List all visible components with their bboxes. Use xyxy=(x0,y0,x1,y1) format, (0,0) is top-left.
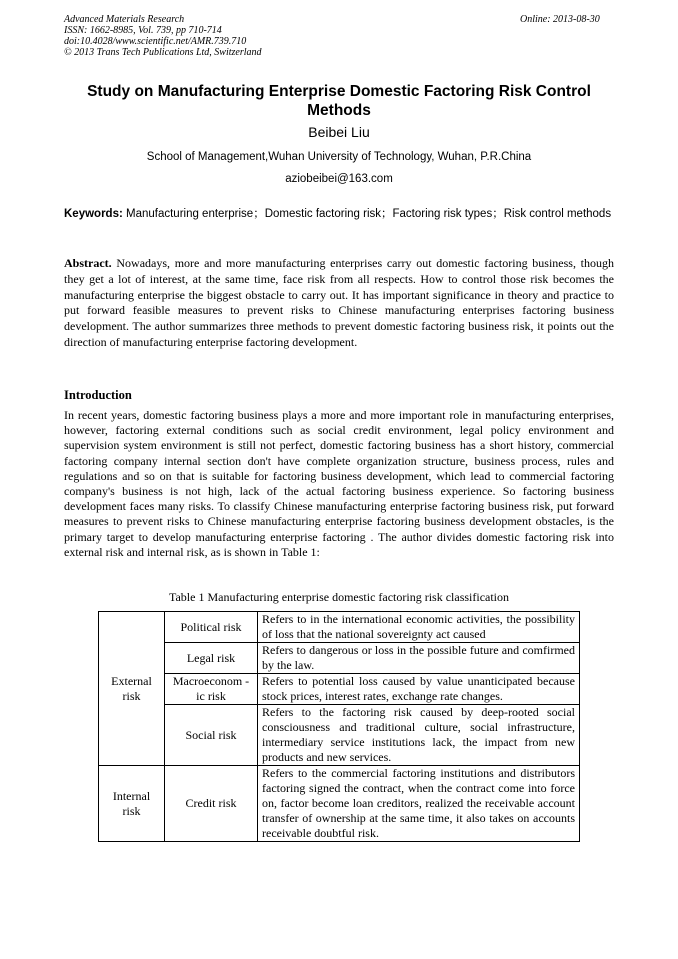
risk-description-cell: Refers to in the international economic activities, the possibility of loss that the national sovereignty act caused xyxy=(258,612,580,643)
affiliation: School of Management,Wuhan University of Technology, Wuhan, P.R.China xyxy=(146,151,532,163)
keywords-label: Keywords: xyxy=(64,208,123,220)
introduction-paragraph: In recent years, domestic factoring business plays a more and more important role in manufacturing enterprises, however, factoring external conditions such as social credit environment, legal policy environment and supervision system environment is still not perfect, domestic factoring business has a short history, commercial factoring company internal section don't have complete organization structure, business process, rules and regulations and so on that is suitable for factoring business development, which lead to commercial factoring company's business is not high, lack of the actual factoring business experience. So factoring business development faces many risks. To classify Chinese manufacturing enterprise factoring business risk, put forward measures to prevent risks to Chinese manufacturing enterprise factoring business development obstacles, is the primary target to develop manufacturing enterprise factoring . The author divides domestic factoring risk into external risk and internal risk, as is shown in Table 1: xyxy=(64,408,614,559)
online-date: Online: 2013-08-30 xyxy=(520,14,600,25)
risk-description-cell: Refers to potential loss caused by value unanticipated because stock prices, interest rates, exchange rate changes. xyxy=(258,674,580,705)
journal-name: Advanced Materials Research xyxy=(64,14,185,25)
author-email[interactable]: aziobeibei@163.com xyxy=(285,173,393,185)
table-row xyxy=(99,674,580,705)
introduction-heading: Introduction xyxy=(64,388,132,402)
issn-line: ISSN: 1662-8985, Vol. 739, pp 710-714 xyxy=(64,25,222,36)
risk-description-cell: Refers to the factoring risk caused by deep-rooted social consciousness and traditional culture, social infrastructure, intermediary service institutions lack, the impact from new products and new services. xyxy=(258,705,580,766)
risk-type-cell: Political risk xyxy=(165,612,258,643)
journal-header xyxy=(64,14,262,58)
risk-description-cell: Refers to the commercial factoring institutions and distributors factoring signed the contract, when the contract come into force on, factor become loan creditors, realized the receivable account transfer of ownership at the same time, it also takes on accounts receivable doubtful risk. xyxy=(258,766,580,842)
risk-type-cell: Legal risk xyxy=(165,643,258,674)
doi-line[interactable]: doi:10.4028/www.scientific.net/AMR.739.710 xyxy=(64,36,247,47)
risk-classification-table xyxy=(98,611,580,842)
risk-type-cell: Social risk xyxy=(165,705,258,766)
table-caption: Table 1 Manufacturing enterprise domestic factoring risk classification xyxy=(168,590,510,604)
risk-description-cell: Refers to dangerous or loss in the possible future and comfirmed by the law. xyxy=(258,643,580,674)
risk-type-cell: Credit risk xyxy=(165,766,258,842)
keywords-text: Manufacturing enterprise；Domestic factoring risk；Factoring risk types；Risk control methods xyxy=(122,208,612,220)
author-name: Beibei Liu xyxy=(308,124,370,140)
abstract-text: Nowadays, more and more manufacturing enterprises carry out domestic factoring business, though they get a lot of interest, at the same time, face risk from all respects. How to control those risk becomes the manufacturing enterprise the biggest obstacle to carry out. It has important significance in theory and practice to put forward feasible measures to prevent risks to Chinese manufacturing enterprises factoring business development. The author summarizes three methods to prevent domestic factoring business risk, it points out the direction of manufacturing enterprise factoring development. xyxy=(64,256,614,349)
table-row xyxy=(99,766,580,842)
copyright-line: © 2013 Trans Tech Publications Ltd, Switzerland xyxy=(64,47,262,58)
table-row xyxy=(99,705,580,766)
abstract-paragraph xyxy=(64,256,614,351)
keywords-paragraph xyxy=(64,207,614,222)
internal-risk-cell: Internal risk xyxy=(99,766,165,842)
risk-type-cell: Macroeconom -ic risk xyxy=(165,674,258,705)
abstract-label: Abstract. xyxy=(64,256,112,270)
paper-title: Study on Manufacturing Enterprise Domestic Factoring Risk Control Methods xyxy=(87,83,591,119)
table-row xyxy=(99,612,580,643)
table-row xyxy=(99,643,580,674)
external-risk-cell: External risk xyxy=(99,612,165,766)
